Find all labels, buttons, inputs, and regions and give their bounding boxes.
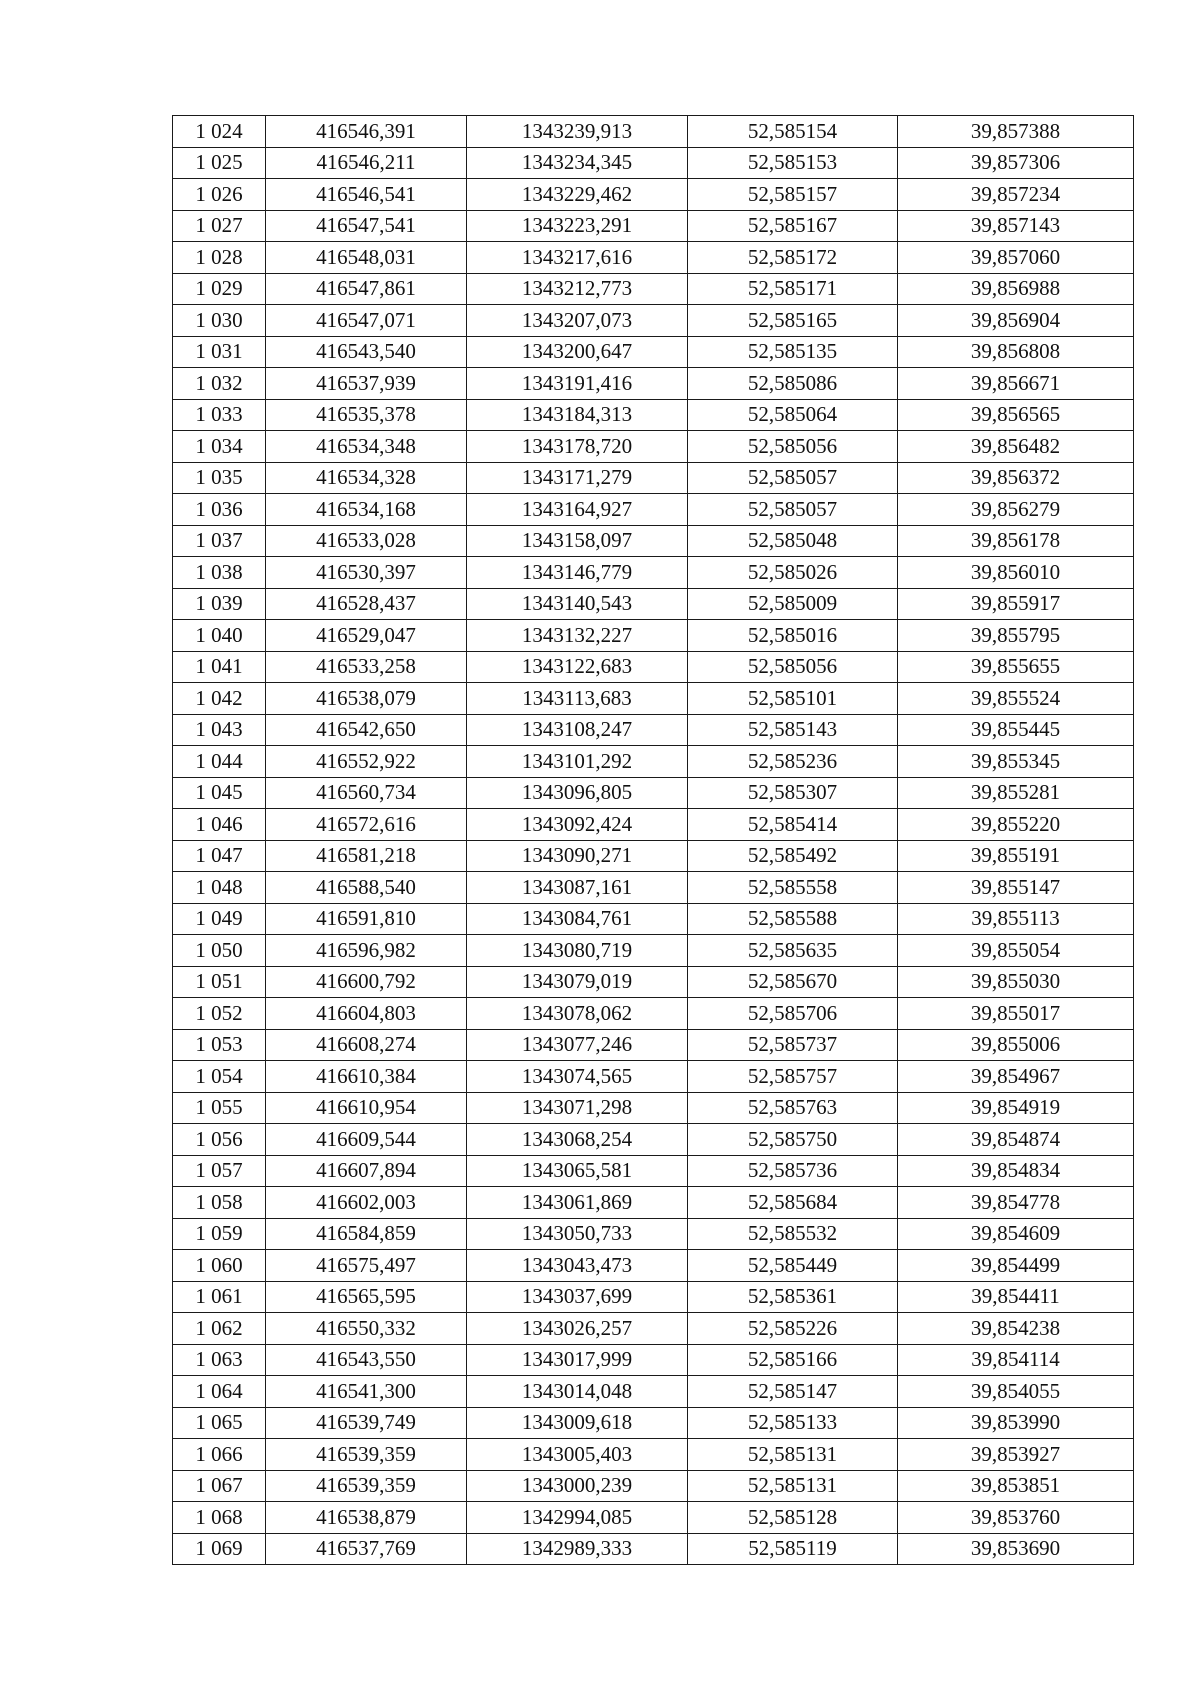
x-coordinate-cell: 416591,810 (266, 903, 467, 935)
point-number-cell: 1 060 (173, 1250, 266, 1282)
x-coordinate-cell: 416542,650 (266, 714, 467, 746)
point-number-cell: 1 056 (173, 1124, 266, 1156)
x-coordinate-cell: 416541,300 (266, 1376, 467, 1408)
table-row (173, 462, 1134, 494)
point-number-cell: 1 046 (173, 809, 266, 841)
point-number-cell: 1 032 (173, 368, 266, 400)
latitude-cell: 52,585492 (688, 840, 898, 872)
x-coordinate-cell: 416600,792 (266, 966, 467, 998)
longitude-cell: 39,855345 (898, 746, 1134, 778)
y-coordinate-cell: 1343122,683 (467, 651, 688, 683)
longitude-cell: 39,854834 (898, 1155, 1134, 1187)
x-coordinate-cell: 416535,378 (266, 399, 467, 431)
table-row (173, 1029, 1134, 1061)
latitude-cell: 52,585143 (688, 714, 898, 746)
table-row (173, 336, 1134, 368)
x-coordinate-cell: 416533,028 (266, 525, 467, 557)
longitude-cell: 39,857306 (898, 147, 1134, 179)
longitude-cell: 39,855006 (898, 1029, 1134, 1061)
point-number-cell: 1 027 (173, 210, 266, 242)
table-row (173, 1281, 1134, 1313)
longitude-cell: 39,855054 (898, 935, 1134, 967)
point-number-cell: 1 041 (173, 651, 266, 683)
longitude-cell: 39,855017 (898, 998, 1134, 1030)
y-coordinate-cell: 1343043,473 (467, 1250, 688, 1282)
point-number-cell: 1 063 (173, 1344, 266, 1376)
y-coordinate-cell: 1343092,424 (467, 809, 688, 841)
table-row (173, 305, 1134, 337)
point-number-cell: 1 066 (173, 1439, 266, 1471)
y-coordinate-cell: 1343178,720 (467, 431, 688, 463)
table-row (173, 903, 1134, 935)
longitude-cell: 39,856482 (898, 431, 1134, 463)
y-coordinate-cell: 1343184,313 (467, 399, 688, 431)
longitude-cell: 39,856904 (898, 305, 1134, 337)
table-row (173, 1187, 1134, 1219)
table-row (173, 1439, 1134, 1471)
y-coordinate-cell: 1343079,019 (467, 966, 688, 998)
table-row (173, 1061, 1134, 1093)
table-row (173, 935, 1134, 967)
longitude-cell: 39,855281 (898, 777, 1134, 809)
latitude-cell: 52,585153 (688, 147, 898, 179)
y-coordinate-cell: 1343037,699 (467, 1281, 688, 1313)
table-row (173, 966, 1134, 998)
table-row (173, 431, 1134, 463)
y-coordinate-cell: 1343074,565 (467, 1061, 688, 1093)
table-row (173, 494, 1134, 526)
x-coordinate-cell: 416538,079 (266, 683, 467, 715)
point-number-cell: 1 057 (173, 1155, 266, 1187)
longitude-cell: 39,854609 (898, 1218, 1134, 1250)
table-row (173, 1376, 1134, 1408)
longitude-cell: 39,855030 (898, 966, 1134, 998)
point-number-cell: 1 037 (173, 525, 266, 557)
x-coordinate-cell: 416607,894 (266, 1155, 467, 1187)
y-coordinate-cell: 1343061,869 (467, 1187, 688, 1219)
point-number-cell: 1 038 (173, 557, 266, 589)
x-coordinate-cell: 416547,861 (266, 273, 467, 305)
y-coordinate-cell: 1343026,257 (467, 1313, 688, 1345)
latitude-cell: 52,585588 (688, 903, 898, 935)
longitude-cell: 39,856671 (898, 368, 1134, 400)
longitude-cell: 39,854778 (898, 1187, 1134, 1219)
point-number-cell: 1 025 (173, 147, 266, 179)
y-coordinate-cell: 1343080,719 (467, 935, 688, 967)
point-number-cell: 1 044 (173, 746, 266, 778)
latitude-cell: 52,585307 (688, 777, 898, 809)
longitude-cell: 39,854874 (898, 1124, 1134, 1156)
longitude-cell: 39,857234 (898, 179, 1134, 211)
y-coordinate-cell: 1343171,279 (467, 462, 688, 494)
y-coordinate-cell: 1343223,291 (467, 210, 688, 242)
y-coordinate-cell: 1343090,271 (467, 840, 688, 872)
longitude-cell: 39,856988 (898, 273, 1134, 305)
y-coordinate-cell: 1343113,683 (467, 683, 688, 715)
y-coordinate-cell: 1343009,618 (467, 1407, 688, 1439)
latitude-cell: 52,585119 (688, 1533, 898, 1565)
longitude-cell: 39,857060 (898, 242, 1134, 274)
table-row (173, 525, 1134, 557)
table-row (173, 840, 1134, 872)
x-coordinate-cell: 416572,616 (266, 809, 467, 841)
x-coordinate-cell: 416565,595 (266, 1281, 467, 1313)
longitude-cell: 39,856372 (898, 462, 1134, 494)
latitude-cell: 52,585133 (688, 1407, 898, 1439)
y-coordinate-cell: 1343239,913 (467, 116, 688, 148)
latitude-cell: 52,585236 (688, 746, 898, 778)
point-number-cell: 1 042 (173, 683, 266, 715)
y-coordinate-cell: 1343065,581 (467, 1155, 688, 1187)
y-coordinate-cell: 1343234,345 (467, 147, 688, 179)
table-row (173, 746, 1134, 778)
latitude-cell: 52,585763 (688, 1092, 898, 1124)
table-row (173, 1407, 1134, 1439)
latitude-cell: 52,585064 (688, 399, 898, 431)
table-row (173, 1470, 1134, 1502)
latitude-cell: 52,585449 (688, 1250, 898, 1282)
latitude-cell: 52,585056 (688, 431, 898, 463)
point-number-cell: 1 030 (173, 305, 266, 337)
longitude-cell: 39,853990 (898, 1407, 1134, 1439)
point-number-cell: 1 067 (173, 1470, 266, 1502)
longitude-cell: 39,855191 (898, 840, 1134, 872)
point-number-cell: 1 051 (173, 966, 266, 998)
longitude-cell: 39,856178 (898, 525, 1134, 557)
longitude-cell: 39,855917 (898, 588, 1134, 620)
x-coordinate-cell: 416548,031 (266, 242, 467, 274)
point-number-cell: 1 059 (173, 1218, 266, 1250)
latitude-cell: 52,585558 (688, 872, 898, 904)
longitude-cell: 39,855655 (898, 651, 1134, 683)
point-number-cell: 1 064 (173, 1376, 266, 1408)
longitude-cell: 39,855220 (898, 809, 1134, 841)
point-number-cell: 1 058 (173, 1187, 266, 1219)
y-coordinate-cell: 1343217,616 (467, 242, 688, 274)
x-coordinate-cell: 416610,384 (266, 1061, 467, 1093)
table-row (173, 714, 1134, 746)
latitude-cell: 52,585056 (688, 651, 898, 683)
table-row (173, 1155, 1134, 1187)
point-number-cell: 1 045 (173, 777, 266, 809)
point-number-cell: 1 028 (173, 242, 266, 274)
latitude-cell: 52,585171 (688, 273, 898, 305)
point-number-cell: 1 061 (173, 1281, 266, 1313)
point-number-cell: 1 043 (173, 714, 266, 746)
x-coordinate-cell: 416575,497 (266, 1250, 467, 1282)
longitude-cell: 39,853927 (898, 1439, 1134, 1471)
point-number-cell: 1 053 (173, 1029, 266, 1061)
y-coordinate-cell: 1343191,416 (467, 368, 688, 400)
table-row (173, 399, 1134, 431)
y-coordinate-cell: 1343132,227 (467, 620, 688, 652)
longitude-cell: 39,854114 (898, 1344, 1134, 1376)
y-coordinate-cell: 1343077,246 (467, 1029, 688, 1061)
longitude-cell: 39,855113 (898, 903, 1134, 935)
latitude-cell: 52,585101 (688, 683, 898, 715)
latitude-cell: 52,585532 (688, 1218, 898, 1250)
latitude-cell: 52,585128 (688, 1502, 898, 1534)
y-coordinate-cell: 1343071,298 (467, 1092, 688, 1124)
point-number-cell: 1 035 (173, 462, 266, 494)
x-coordinate-cell: 416584,859 (266, 1218, 467, 1250)
latitude-cell: 52,585172 (688, 242, 898, 274)
table-row (173, 777, 1134, 809)
x-coordinate-cell: 416596,982 (266, 935, 467, 967)
point-number-cell: 1 049 (173, 903, 266, 935)
longitude-cell: 39,854919 (898, 1092, 1134, 1124)
x-coordinate-cell: 416604,803 (266, 998, 467, 1030)
y-coordinate-cell: 1343146,779 (467, 557, 688, 589)
table-row (173, 147, 1134, 179)
longitude-cell: 39,855795 (898, 620, 1134, 652)
x-coordinate-cell: 416539,359 (266, 1439, 467, 1471)
x-coordinate-cell: 416539,359 (266, 1470, 467, 1502)
x-coordinate-cell: 416534,348 (266, 431, 467, 463)
point-number-cell: 1 048 (173, 872, 266, 904)
y-coordinate-cell: 1343078,062 (467, 998, 688, 1030)
latitude-cell: 52,585737 (688, 1029, 898, 1061)
x-coordinate-cell: 416547,071 (266, 305, 467, 337)
y-coordinate-cell: 1343207,073 (467, 305, 688, 337)
longitude-cell: 39,854499 (898, 1250, 1134, 1282)
y-coordinate-cell: 1343140,543 (467, 588, 688, 620)
point-number-cell: 1 033 (173, 399, 266, 431)
longitude-cell: 39,855524 (898, 683, 1134, 715)
latitude-cell: 52,585166 (688, 1344, 898, 1376)
longitude-cell: 39,856565 (898, 399, 1134, 431)
table-row (173, 683, 1134, 715)
point-number-cell: 1 065 (173, 1407, 266, 1439)
x-coordinate-cell: 416538,879 (266, 1502, 467, 1534)
table-row (173, 1344, 1134, 1376)
point-number-cell: 1 055 (173, 1092, 266, 1124)
table-row (173, 242, 1134, 274)
longitude-cell: 39,857388 (898, 116, 1134, 148)
latitude-cell: 52,585167 (688, 210, 898, 242)
latitude-cell: 52,585154 (688, 116, 898, 148)
x-coordinate-cell: 416534,328 (266, 462, 467, 494)
table-row (173, 1250, 1134, 1282)
longitude-cell: 39,856279 (898, 494, 1134, 526)
table-row (173, 557, 1134, 589)
x-coordinate-cell: 416543,550 (266, 1344, 467, 1376)
coordinates-table-body (173, 116, 1134, 1565)
point-number-cell: 1 024 (173, 116, 266, 148)
longitude-cell: 39,854238 (898, 1313, 1134, 1345)
x-coordinate-cell: 416547,541 (266, 210, 467, 242)
point-number-cell: 1 062 (173, 1313, 266, 1345)
table-row (173, 998, 1134, 1030)
y-coordinate-cell: 1342989,333 (467, 1533, 688, 1565)
y-coordinate-cell: 1343096,805 (467, 777, 688, 809)
longitude-cell: 39,855147 (898, 872, 1134, 904)
table-row (173, 651, 1134, 683)
x-coordinate-cell: 416529,047 (266, 620, 467, 652)
longitude-cell: 39,855445 (898, 714, 1134, 746)
table-row (173, 809, 1134, 841)
latitude-cell: 52,585016 (688, 620, 898, 652)
y-coordinate-cell: 1343084,761 (467, 903, 688, 935)
latitude-cell: 52,585361 (688, 1281, 898, 1313)
x-coordinate-cell: 416546,541 (266, 179, 467, 211)
longitude-cell: 39,856808 (898, 336, 1134, 368)
latitude-cell: 52,585131 (688, 1470, 898, 1502)
table-row (173, 1092, 1134, 1124)
x-coordinate-cell: 416528,437 (266, 588, 467, 620)
longitude-cell: 39,853760 (898, 1502, 1134, 1534)
point-number-cell: 1 034 (173, 431, 266, 463)
y-coordinate-cell: 1343050,733 (467, 1218, 688, 1250)
latitude-cell: 52,585706 (688, 998, 898, 1030)
y-coordinate-cell: 1343014,048 (467, 1376, 688, 1408)
point-number-cell: 1 047 (173, 840, 266, 872)
y-coordinate-cell: 1343087,161 (467, 872, 688, 904)
point-number-cell: 1 029 (173, 273, 266, 305)
latitude-cell: 52,585131 (688, 1439, 898, 1471)
table-row (173, 273, 1134, 305)
point-number-cell: 1 052 (173, 998, 266, 1030)
longitude-cell: 39,854967 (898, 1061, 1134, 1093)
y-coordinate-cell: 1343229,462 (467, 179, 688, 211)
table-row (173, 179, 1134, 211)
latitude-cell: 52,585026 (688, 557, 898, 589)
latitude-cell: 52,585226 (688, 1313, 898, 1345)
point-number-cell: 1 069 (173, 1533, 266, 1565)
x-coordinate-cell: 416588,540 (266, 872, 467, 904)
latitude-cell: 52,585165 (688, 305, 898, 337)
table-row (173, 116, 1134, 148)
x-coordinate-cell: 416550,332 (266, 1313, 467, 1345)
y-coordinate-cell: 1342994,085 (467, 1502, 688, 1534)
x-coordinate-cell: 416581,218 (266, 840, 467, 872)
y-coordinate-cell: 1343005,403 (467, 1439, 688, 1471)
latitude-cell: 52,585057 (688, 494, 898, 526)
table-row (173, 1218, 1134, 1250)
latitude-cell: 52,585157 (688, 179, 898, 211)
coordinates-table (172, 115, 1134, 1565)
latitude-cell: 52,585684 (688, 1187, 898, 1219)
y-coordinate-cell: 1343000,239 (467, 1470, 688, 1502)
latitude-cell: 52,585147 (688, 1376, 898, 1408)
y-coordinate-cell: 1343158,097 (467, 525, 688, 557)
x-coordinate-cell: 416530,397 (266, 557, 467, 589)
longitude-cell: 39,853690 (898, 1533, 1134, 1565)
x-coordinate-cell: 416608,274 (266, 1029, 467, 1061)
table-row (173, 588, 1134, 620)
table-row (173, 872, 1134, 904)
point-number-cell: 1 036 (173, 494, 266, 526)
point-number-cell: 1 031 (173, 336, 266, 368)
longitude-cell: 39,853851 (898, 1470, 1134, 1502)
latitude-cell: 52,585757 (688, 1061, 898, 1093)
x-coordinate-cell: 416537,939 (266, 368, 467, 400)
y-coordinate-cell: 1343164,927 (467, 494, 688, 526)
latitude-cell: 52,585635 (688, 935, 898, 967)
x-coordinate-cell: 416543,540 (266, 336, 467, 368)
point-number-cell: 1 050 (173, 935, 266, 967)
point-number-cell: 1 040 (173, 620, 266, 652)
y-coordinate-cell: 1343108,247 (467, 714, 688, 746)
point-number-cell: 1 039 (173, 588, 266, 620)
x-coordinate-cell: 416533,258 (266, 651, 467, 683)
longitude-cell: 39,857143 (898, 210, 1134, 242)
x-coordinate-cell: 416534,168 (266, 494, 467, 526)
x-coordinate-cell: 416546,211 (266, 147, 467, 179)
x-coordinate-cell: 416560,734 (266, 777, 467, 809)
x-coordinate-cell: 416546,391 (266, 116, 467, 148)
table-row (173, 210, 1134, 242)
latitude-cell: 52,585414 (688, 809, 898, 841)
latitude-cell: 52,585086 (688, 368, 898, 400)
y-coordinate-cell: 1343101,292 (467, 746, 688, 778)
latitude-cell: 52,585009 (688, 588, 898, 620)
point-number-cell: 1 026 (173, 179, 266, 211)
y-coordinate-cell: 1343200,647 (467, 336, 688, 368)
x-coordinate-cell: 416539,749 (266, 1407, 467, 1439)
table-row (173, 1502, 1134, 1534)
table-row (173, 1313, 1134, 1345)
table-row (173, 368, 1134, 400)
table-row (173, 1533, 1134, 1565)
longitude-cell: 39,854055 (898, 1376, 1134, 1408)
y-coordinate-cell: 1343017,999 (467, 1344, 688, 1376)
point-number-cell: 1 068 (173, 1502, 266, 1534)
longitude-cell: 39,856010 (898, 557, 1134, 589)
table-row (173, 1124, 1134, 1156)
x-coordinate-cell: 416602,003 (266, 1187, 467, 1219)
table-row (173, 620, 1134, 652)
latitude-cell: 52,585135 (688, 336, 898, 368)
latitude-cell: 52,585670 (688, 966, 898, 998)
y-coordinate-cell: 1343212,773 (467, 273, 688, 305)
y-coordinate-cell: 1343068,254 (467, 1124, 688, 1156)
latitude-cell: 52,585057 (688, 462, 898, 494)
longitude-cell: 39,854411 (898, 1281, 1134, 1313)
x-coordinate-cell: 416610,954 (266, 1092, 467, 1124)
x-coordinate-cell: 416609,544 (266, 1124, 467, 1156)
latitude-cell: 52,585048 (688, 525, 898, 557)
x-coordinate-cell: 416537,769 (266, 1533, 467, 1565)
latitude-cell: 52,585736 (688, 1155, 898, 1187)
x-coordinate-cell: 416552,922 (266, 746, 467, 778)
latitude-cell: 52,585750 (688, 1124, 898, 1156)
point-number-cell: 1 054 (173, 1061, 266, 1093)
